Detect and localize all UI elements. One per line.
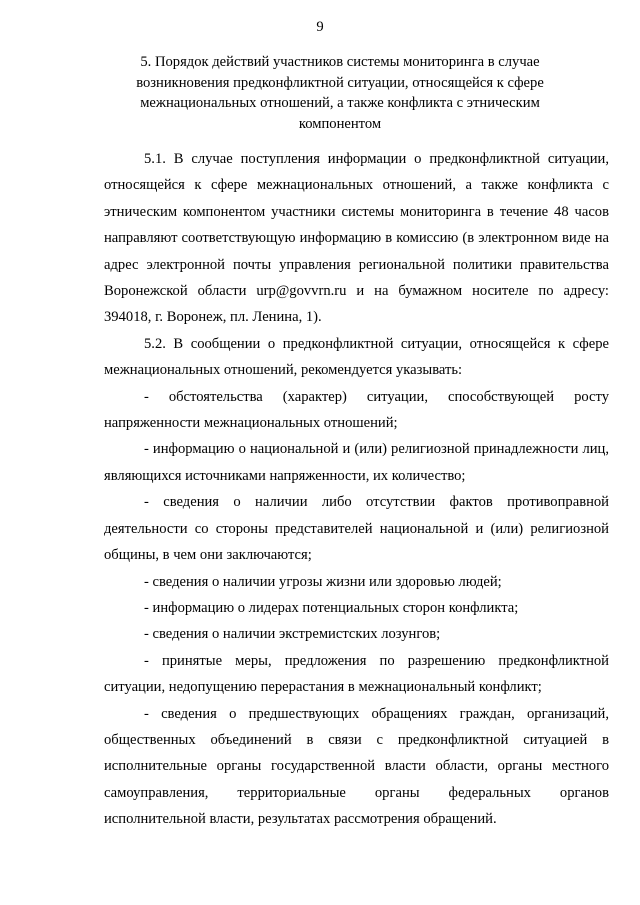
list-item: - информацию о национальной и (или) религиозной принадлежности лиц, являющихся источниками напряженности, их количество; (104, 441, 609, 484)
section-heading: 5. Порядок действий участников системы мониторинга в случае возникновения предконфликтной ситуации, относящейся к сфере межнациональных отношений, а также конфликта с этническим компонентом (136, 54, 544, 132)
list-item: - принятые меры, предложения по разрешению предконфликтной ситуации, недопущению перерастания в межнациональный конфликт; (104, 652, 609, 696)
list-item: - сведения о предшествующих обращениях граждан, организаций, общественных объединений в связи с предконфликтной ситуацией в исполнительные органы государственной власти области, органы местного самоуправления, территориальные органы федеральных органов исполнительной власти, результатах рассмотрения обращений. (104, 705, 609, 828)
list-item: - сведения о наличии угрозы жизни или здоровью людей; (144, 573, 502, 590)
list-item: - информацию о лидерах потенциальных сторон конфликта; (144, 599, 519, 616)
page-number: 9 (316, 19, 324, 35)
list-item: - сведения о наличии экстремистских лозунгов; (144, 626, 441, 643)
paragraph-5-1: 5.1. В случае поступления информации о предконфликтной ситуации, относящейся к сфере межнациональных отношений, а также конфликта с этническим компонентом участники системы мониторинга в течение 48 часов направляют соответствующую информацию в комиссию (в электронном виде на адрес электронной почты управления региональной политики правительства Воронежской области urp@govvrn.ru и на бумажном носителе по адресу: 394018, г. Воронеж, пл. Ленина, 1). (104, 151, 609, 326)
list-item: - сведения о наличии либо отсутствии фактов противоправной деятельности со стороны представителей национальной и (или) религиозной общины, в чем они заключаются; (104, 494, 609, 564)
list-item: - обстоятельства (характер) ситуации, способствующей росту напряженности межнациональных отношений; (104, 388, 609, 432)
body-text (104, 146, 609, 833)
paragraph-5-2: 5.2. В сообщении о предконфликтной ситуации, относящейся к сфере межнациональных отношений, рекомендуется указывать: (104, 335, 609, 379)
